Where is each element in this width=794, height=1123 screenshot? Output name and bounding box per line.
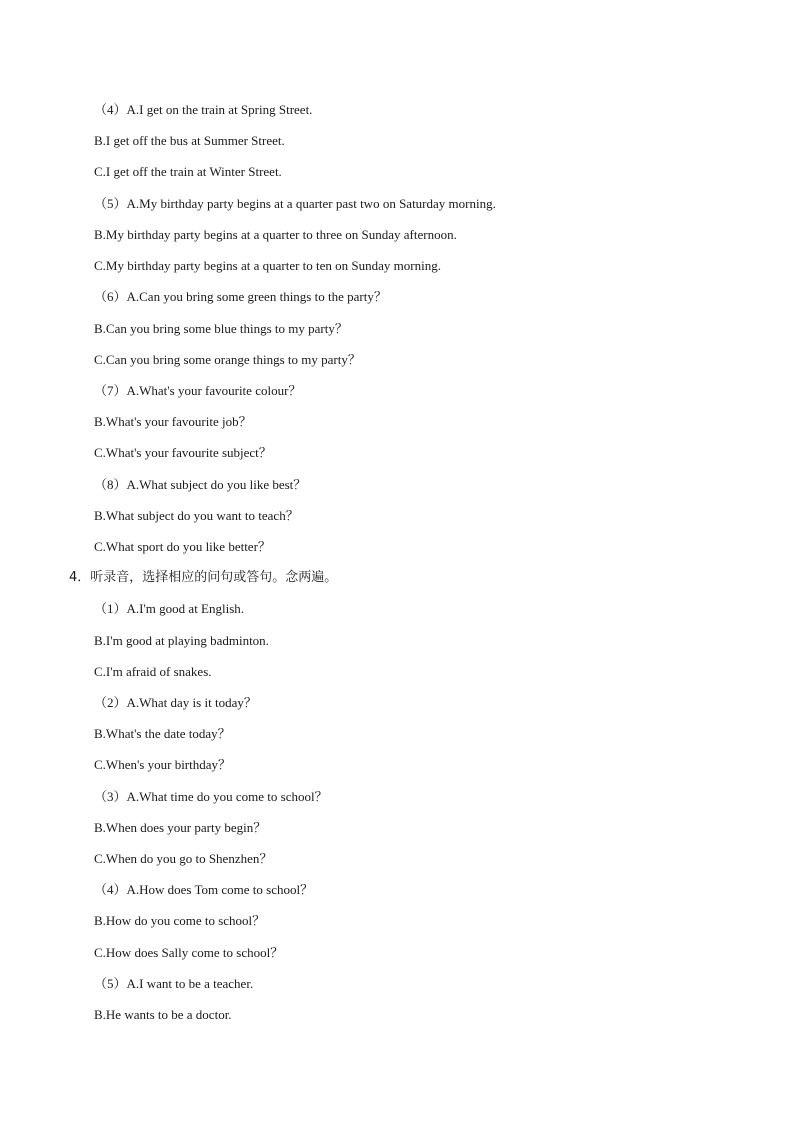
option-4-3-b: B.When does your party begin？ <box>94 820 267 835</box>
option-3-7-b: B.What's your favourite job？ <box>94 414 252 429</box>
question-3-5: （5）A.My birthday party begins at a quarter past two on Saturday morning. <box>94 196 496 211</box>
option-3-4-b: B.I get off the bus at Summer Street. <box>94 133 285 148</box>
option-3-6-b: B.Can you bring some blue things to my party？ <box>94 321 348 336</box>
option-4-4-b: B.How do you come to school？ <box>94 913 266 928</box>
question-3-4: （4）A.I get on the train at Spring Street. <box>94 102 313 117</box>
question-3-7: （7）A.What's your favourite colour？ <box>94 383 302 398</box>
option-4-1-c: C.I'm afraid of snakes. <box>94 664 212 679</box>
question-4-3: （3）A.What time do you come to school？ <box>94 789 328 804</box>
question-3-6: （6）A.Can you bring some green things to the party？ <box>94 289 387 304</box>
option-3-5-c: C.My birthday party begins at a quarter to ten on Sunday morning. <box>94 258 441 273</box>
question-4-2: （2）A.What day is it today？ <box>94 695 257 710</box>
option-3-8-c: C.What sport do you like better？ <box>94 539 271 554</box>
question-4-1: （1）A.I'm good at English. <box>94 601 245 616</box>
option-4-3-c: C.When do you go to Shenzhen？ <box>94 851 273 866</box>
option-3-6-c: C.Can you bring some orange things to my party？ <box>94 352 361 367</box>
option-3-5-b: B.My birthday party begins at a quarter to three on Sunday afternoon. <box>94 227 457 242</box>
option-3-8-b: B.What subject do you want to teach？ <box>94 508 299 523</box>
option-3-7-c: C.What's your favourite subject？ <box>94 445 272 460</box>
option-4-1-b: B.I'm good at playing badminton. <box>94 633 269 648</box>
option-4-5-b: B.He wants to be a doctor. <box>94 1007 232 1022</box>
option-3-4-c: C.I get off the train at Winter Street. <box>94 164 282 179</box>
question-4-5: （5）A.I want to be a teacher. <box>94 976 254 991</box>
question-4-4: （4）A.How does Tom come to school？ <box>94 882 314 897</box>
option-4-2-b: B.What's the date today？ <box>94 726 231 741</box>
section-4-heading: 4．听录音，选择相应的问句或答句。念两遍。 <box>69 570 338 585</box>
question-3-8: （8）A.What subject do you like best？ <box>94 477 307 492</box>
option-4-4-c: C.How does Sally come to school？ <box>94 945 284 960</box>
option-4-2-c: C.When's your birthday？ <box>94 757 232 772</box>
